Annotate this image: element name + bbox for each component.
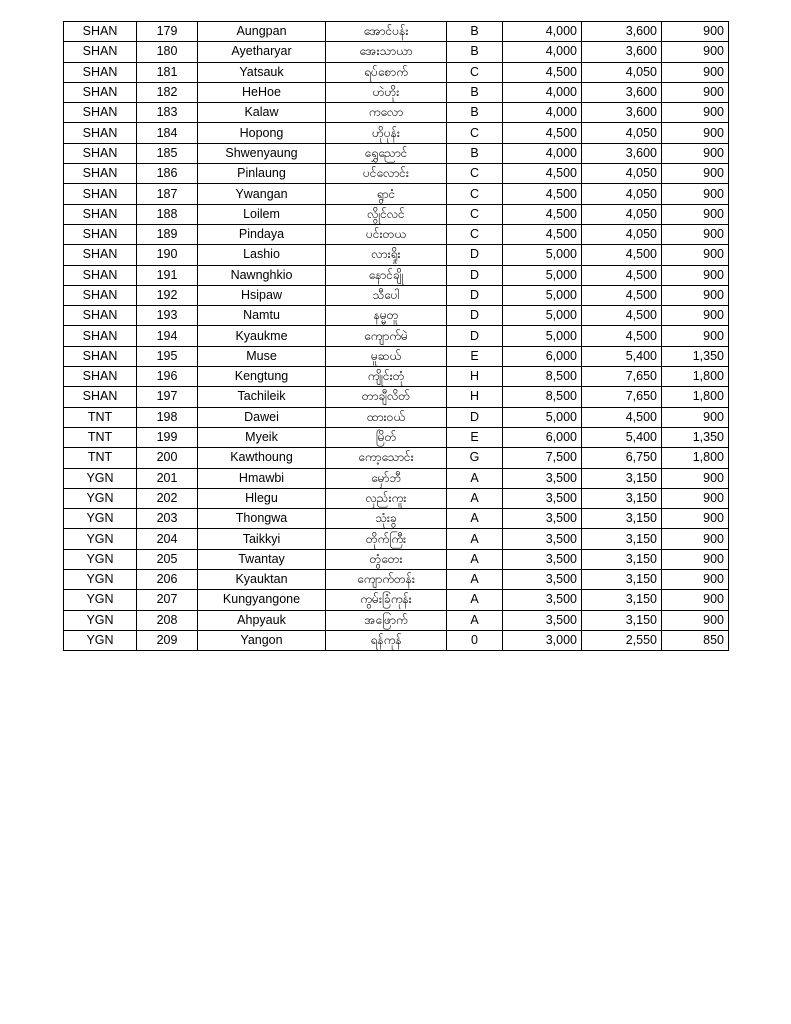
table-row [64,82,729,102]
zone-cell: A [447,610,503,630]
rate-value-3-cell: 1,800 [662,367,729,387]
table-row [64,103,729,123]
table-row [64,204,729,224]
rate-value-3-cell: 900 [662,164,729,184]
number-cell: 203 [137,509,198,529]
region-cell: YGN [64,549,137,569]
number-cell: 182 [137,82,198,102]
town-name-cell: Nawnghkio [198,265,326,285]
rate-value-1-cell: 4,500 [503,62,582,82]
region-cell: YGN [64,488,137,508]
rate-value-2-cell: 3,600 [582,22,662,42]
rate-value-3-cell: 900 [662,285,729,305]
region-cell: TNT [64,448,137,468]
region-cell: SHAN [64,346,137,366]
town-name-myanmar-cell: လားရှိုး [326,245,447,265]
rate-value-1-cell: 5,000 [503,245,582,265]
town-name-myanmar-cell: ကွမ်းခြံကုန်း [326,590,447,610]
town-name-myanmar-cell: သီပေါ [326,285,447,305]
table-row [64,630,729,650]
town-name-cell: Aungpan [198,22,326,42]
zone-cell: D [447,245,503,265]
number-cell: 199 [137,427,198,447]
rate-value-2-cell: 4,050 [582,184,662,204]
town-name-cell: Muse [198,346,326,366]
town-name-myanmar-cell: ရွာငံ [326,184,447,204]
rate-value-1-cell: 7,500 [503,448,582,468]
rate-value-1-cell: 3,500 [503,590,582,610]
town-name-cell: Namtu [198,306,326,326]
zone-cell: 0 [447,630,503,650]
table-row [64,468,729,488]
rate-value-2-cell: 7,650 [582,367,662,387]
number-cell: 208 [137,610,198,630]
rate-value-2-cell: 4,500 [582,265,662,285]
rate-value-2-cell: 4,500 [582,326,662,346]
rate-value-1-cell: 6,000 [503,427,582,447]
rate-value-2-cell: 3,150 [582,590,662,610]
region-cell: SHAN [64,367,137,387]
table-row [64,529,729,549]
town-name-myanmar-cell: ပင်လောင်း [326,164,447,184]
table-row [64,42,729,62]
town-name-myanmar-cell: လှည်းကူး [326,488,447,508]
rate-value-1-cell: 4,000 [503,103,582,123]
region-cell: SHAN [64,265,137,285]
region-cell: SHAN [64,22,137,42]
table-row [64,285,729,305]
table-row [64,265,729,285]
rate-value-3-cell: 1,350 [662,427,729,447]
rate-value-2-cell: 3,600 [582,103,662,123]
zone-cell: B [447,103,503,123]
town-name-cell: Hsipaw [198,285,326,305]
rate-value-1-cell: 5,000 [503,265,582,285]
rate-value-3-cell: 900 [662,468,729,488]
region-cell: TNT [64,407,137,427]
town-name-myanmar-cell: အဖြောက် [326,610,447,630]
rate-value-2-cell: 4,050 [582,224,662,244]
rate-value-2-cell: 6,750 [582,448,662,468]
town-name-cell: Pindaya [198,224,326,244]
zone-cell: A [447,529,503,549]
number-cell: 196 [137,367,198,387]
town-name-myanmar-cell: နမ္မတူ [326,306,447,326]
town-name-myanmar-cell: ထားဝယ် [326,407,447,427]
table-row [64,549,729,569]
rate-value-1-cell: 3,500 [503,488,582,508]
region-cell: SHAN [64,387,137,407]
region-cell: SHAN [64,184,137,204]
zone-cell: E [447,346,503,366]
number-cell: 188 [137,204,198,224]
number-cell: 204 [137,529,198,549]
rate-value-1-cell: 4,000 [503,42,582,62]
table-row [64,224,729,244]
rate-value-2-cell: 3,600 [582,42,662,62]
rate-value-3-cell: 1,800 [662,387,729,407]
rate-value-1-cell: 5,000 [503,306,582,326]
region-cell: SHAN [64,204,137,224]
zone-cell: E [447,427,503,447]
town-name-cell: Hopong [198,123,326,143]
rate-value-2-cell: 3,150 [582,529,662,549]
rate-value-2-cell: 3,150 [582,468,662,488]
rate-value-3-cell: 900 [662,265,729,285]
rate-value-1-cell: 5,000 [503,407,582,427]
rate-value-3-cell: 1,350 [662,346,729,366]
rate-value-3-cell: 900 [662,590,729,610]
rate-value-2-cell: 5,400 [582,346,662,366]
rate-value-3-cell: 900 [662,549,729,569]
rate-value-1-cell: 3,500 [503,468,582,488]
zone-cell: B [447,82,503,102]
number-cell: 197 [137,387,198,407]
zone-cell: D [447,285,503,305]
zone-cell: G [447,448,503,468]
rate-value-3-cell: 900 [662,204,729,224]
rate-value-3-cell: 900 [662,224,729,244]
town-name-myanmar-cell: ရပ်စောက် [326,62,447,82]
table-row [64,610,729,630]
rate-value-1-cell: 3,500 [503,529,582,549]
town-name-cell: Tachileik [198,387,326,407]
town-name-cell: Kalaw [198,103,326,123]
table-row [64,62,729,82]
number-cell: 200 [137,448,198,468]
rate-value-2-cell: 5,400 [582,427,662,447]
rate-value-1-cell: 4,000 [503,22,582,42]
town-name-myanmar-cell: ဟဲဟိုး [326,82,447,102]
town-name-myanmar-cell: ရန်ကုန် [326,630,447,650]
town-name-myanmar-cell: ဟိုပုန်း [326,123,447,143]
town-name-myanmar-cell: သုံးခွ [326,509,447,529]
town-name-myanmar-cell: အောင်ပန်း [326,22,447,42]
town-name-cell: Kyaukme [198,326,326,346]
rate-value-3-cell: 900 [662,62,729,82]
town-name-cell: Loilem [198,204,326,224]
town-name-myanmar-cell: ကော့သောင်း [326,448,447,468]
region-cell: YGN [64,468,137,488]
rate-value-2-cell: 3,150 [582,610,662,630]
rate-value-2-cell: 4,500 [582,407,662,427]
table-row [64,123,729,143]
rate-value-1-cell: 4,000 [503,143,582,163]
rate-value-3-cell: 900 [662,407,729,427]
rate-value-2-cell: 4,500 [582,245,662,265]
town-name-myanmar-cell: ရွှေညောင် [326,143,447,163]
region-cell: SHAN [64,306,137,326]
region-cell: YGN [64,590,137,610]
zone-cell: A [447,549,503,569]
town-name-myanmar-cell: မူဆယ် [326,346,447,366]
table-row [64,245,729,265]
number-cell: 206 [137,570,198,590]
rate-table [63,21,729,651]
table-row [64,448,729,468]
rate-table-body [64,22,729,651]
town-name-myanmar-cell: အေးသာယာ [326,42,447,62]
number-cell: 195 [137,346,198,366]
number-cell: 190 [137,245,198,265]
town-name-cell: Yatsauk [198,62,326,82]
town-name-myanmar-cell: တိုက်ကြီး [326,529,447,549]
table-row [64,427,729,447]
town-name-cell: Ahpyauk [198,610,326,630]
rate-value-2-cell: 3,150 [582,509,662,529]
number-cell: 187 [137,184,198,204]
region-cell: SHAN [64,82,137,102]
rate-value-3-cell: 900 [662,82,729,102]
rate-value-3-cell: 900 [662,103,729,123]
number-cell: 207 [137,590,198,610]
table-row [64,306,729,326]
town-name-cell: HeHoe [198,82,326,102]
rate-value-2-cell: 4,050 [582,62,662,82]
rate-value-3-cell: 900 [662,22,729,42]
town-name-myanmar-cell: ပင်းတယ [326,224,447,244]
number-cell: 192 [137,285,198,305]
zone-cell: A [447,570,503,590]
number-cell: 198 [137,407,198,427]
table-row [64,570,729,590]
rate-value-1-cell: 8,500 [503,367,582,387]
number-cell: 202 [137,488,198,508]
rate-value-1-cell: 4,500 [503,184,582,204]
table-row [64,590,729,610]
rate-value-3-cell: 900 [662,143,729,163]
town-name-cell: Kungyangone [198,590,326,610]
table-row [64,164,729,184]
rate-value-3-cell: 900 [662,245,729,265]
zone-cell: C [447,184,503,204]
zone-cell: A [447,509,503,529]
rate-value-1-cell: 3,500 [503,610,582,630]
town-name-myanmar-cell: တာချီလိတ် [326,387,447,407]
zone-cell: B [447,42,503,62]
region-cell: YGN [64,570,137,590]
table-row [64,326,729,346]
region-cell: SHAN [64,42,137,62]
region-cell: YGN [64,509,137,529]
zone-cell: D [447,265,503,285]
zone-cell: A [447,468,503,488]
rate-value-2-cell: 4,500 [582,285,662,305]
zone-cell: H [447,367,503,387]
rate-value-1-cell: 5,000 [503,326,582,346]
zone-cell: H [447,387,503,407]
rate-value-2-cell: 7,650 [582,387,662,407]
rate-value-3-cell: 1,800 [662,448,729,468]
rate-value-1-cell: 3,500 [503,509,582,529]
region-cell: TNT [64,427,137,447]
rate-value-3-cell: 900 [662,610,729,630]
table-row [64,407,729,427]
zone-cell: A [447,488,503,508]
table-row [64,509,729,529]
region-cell: SHAN [64,123,137,143]
rate-value-1-cell: 4,500 [503,164,582,184]
town-name-cell: Kyauktan [198,570,326,590]
rate-value-3-cell: 900 [662,306,729,326]
rate-value-2-cell: 2,550 [582,630,662,650]
number-cell: 194 [137,326,198,346]
number-cell: 184 [137,123,198,143]
rate-value-2-cell: 4,050 [582,164,662,184]
region-cell: YGN [64,610,137,630]
town-name-cell: Thongwa [198,509,326,529]
rate-value-1-cell: 3,000 [503,630,582,650]
region-cell: SHAN [64,224,137,244]
town-name-cell: Yangon [198,630,326,650]
rate-value-2-cell: 3,600 [582,143,662,163]
table-row [64,387,729,407]
town-name-myanmar-cell: ကျောက်မဲ [326,326,447,346]
region-cell: SHAN [64,164,137,184]
table-row [64,184,729,204]
number-cell: 181 [137,62,198,82]
rate-value-1-cell: 4,000 [503,82,582,102]
town-name-cell: Dawei [198,407,326,427]
rate-value-1-cell: 8,500 [503,387,582,407]
region-cell: SHAN [64,285,137,305]
number-cell: 186 [137,164,198,184]
number-cell: 179 [137,22,198,42]
rate-value-1-cell: 4,500 [503,224,582,244]
table-row [64,346,729,366]
region-cell: SHAN [64,326,137,346]
rate-value-3-cell: 900 [662,570,729,590]
rate-value-2-cell: 3,150 [582,549,662,569]
town-name-myanmar-cell: လွိုင်လင် [326,204,447,224]
rate-value-3-cell: 900 [662,326,729,346]
town-name-cell: Lashio [198,245,326,265]
rate-value-2-cell: 4,050 [582,123,662,143]
town-name-cell: Twantay [198,549,326,569]
number-cell: 189 [137,224,198,244]
number-cell: 201 [137,468,198,488]
number-cell: 183 [137,103,198,123]
zone-cell: C [447,224,503,244]
town-name-cell: Pinlaung [198,164,326,184]
rate-value-1-cell: 4,500 [503,123,582,143]
town-name-cell: Hlegu [198,488,326,508]
zone-cell: D [447,306,503,326]
town-name-cell: Myeik [198,427,326,447]
region-cell: SHAN [64,143,137,163]
town-name-myanmar-cell: နောင်ချို [326,265,447,285]
rate-value-2-cell: 3,150 [582,488,662,508]
town-name-myanmar-cell: ကလော [326,103,447,123]
zone-cell: B [447,143,503,163]
town-name-myanmar-cell: မှော်ဘီ [326,468,447,488]
rate-value-1-cell: 4,500 [503,204,582,224]
region-cell: YGN [64,630,137,650]
town-name-cell: Shwenyaung [198,143,326,163]
zone-cell: C [447,62,503,82]
rate-value-3-cell: 900 [662,123,729,143]
rate-value-2-cell: 4,050 [582,204,662,224]
town-name-myanmar-cell: မြိတ် [326,427,447,447]
rate-value-3-cell: 850 [662,630,729,650]
rate-value-2-cell: 3,600 [582,82,662,102]
town-name-myanmar-cell: ကျိုင်းတုံ [326,367,447,387]
town-name-cell: Taikkyi [198,529,326,549]
rate-value-2-cell: 3,150 [582,570,662,590]
town-name-cell: Ayetharyar [198,42,326,62]
rate-value-1-cell: 3,500 [503,549,582,569]
region-cell: SHAN [64,62,137,82]
number-cell: 209 [137,630,198,650]
zone-cell: D [447,326,503,346]
rate-value-3-cell: 900 [662,529,729,549]
number-cell: 185 [137,143,198,163]
number-cell: 205 [137,549,198,569]
town-name-cell: Hmawbi [198,468,326,488]
rate-value-3-cell: 900 [662,509,729,529]
rate-value-1-cell: 5,000 [503,285,582,305]
table-row [64,22,729,42]
rate-value-1-cell: 6,000 [503,346,582,366]
zone-cell: C [447,123,503,143]
rate-value-3-cell: 900 [662,488,729,508]
zone-cell: D [447,407,503,427]
town-name-cell: Kengtung [198,367,326,387]
town-name-myanmar-cell: တွံတေး [326,549,447,569]
rate-value-2-cell: 4,500 [582,306,662,326]
rate-value-1-cell: 3,500 [503,570,582,590]
region-cell: SHAN [64,103,137,123]
town-name-cell: Kawthoung [198,448,326,468]
table-row [64,143,729,163]
zone-cell: C [447,164,503,184]
zone-cell: A [447,590,503,610]
rate-value-3-cell: 900 [662,184,729,204]
region-cell: YGN [64,529,137,549]
town-name-myanmar-cell: ကျောက်တန်း [326,570,447,590]
region-cell: SHAN [64,245,137,265]
zone-cell: B [447,22,503,42]
table-row [64,367,729,387]
table-row [64,488,729,508]
rate-value-3-cell: 900 [662,42,729,62]
town-name-cell: Ywangan [198,184,326,204]
number-cell: 191 [137,265,198,285]
number-cell: 193 [137,306,198,326]
number-cell: 180 [137,42,198,62]
zone-cell: C [447,204,503,224]
